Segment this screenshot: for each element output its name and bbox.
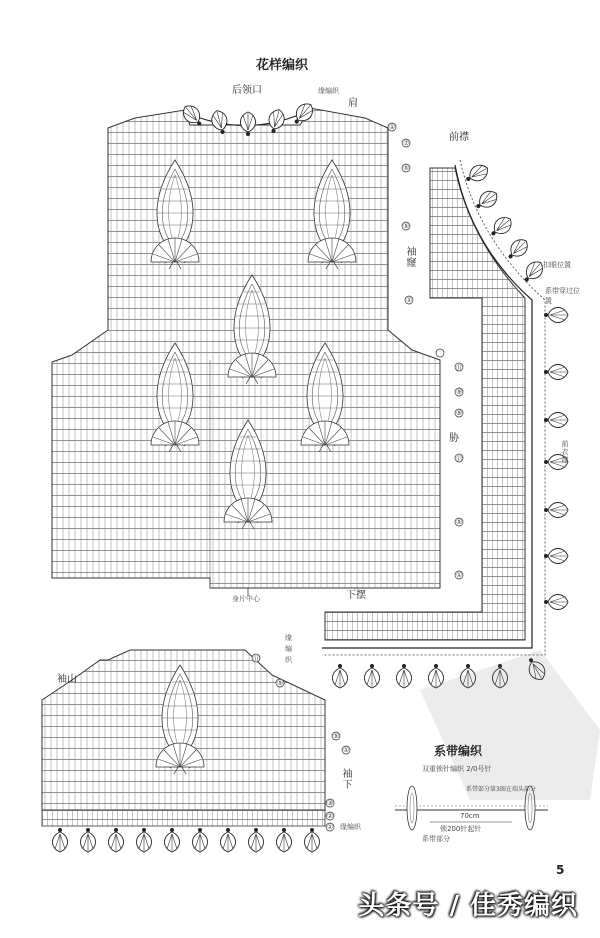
back-body-chart xyxy=(52,100,463,596)
side-label: 胁 xyxy=(449,433,459,444)
shoulder-label: 肩 xyxy=(348,98,358,109)
back-border-label: 缘编织 xyxy=(318,87,339,95)
sleeve-border-label: 缘编织 xyxy=(340,823,361,831)
sleeve-chart xyxy=(42,650,350,852)
watermark-footer xyxy=(0,868,600,938)
page-number: 5 xyxy=(556,863,565,877)
front-edge-mark: 织 xyxy=(285,656,292,664)
back-row-mark: ① xyxy=(456,571,463,579)
tie-title: 系带编织 xyxy=(434,744,483,758)
tie-note-bottom: 系带部分 xyxy=(422,835,450,843)
buttonhole-label: 扣眼位置 xyxy=(543,261,571,269)
back-row-mark: ⑨ xyxy=(456,388,463,396)
back-row-mark: ⑨ xyxy=(456,409,463,417)
diagram-title: 花样编织 xyxy=(256,58,309,73)
tie-note-mid: 锁200针起针 xyxy=(440,825,482,833)
back-row-mark: ⑤ xyxy=(456,518,463,526)
watermark-text: 头条号 / 佳秀编织 xyxy=(358,890,578,921)
back-row-mark: ⑦ xyxy=(403,139,410,147)
back-row-mark: ⑤ xyxy=(403,222,410,230)
front-edge-mark: 缘 xyxy=(285,634,292,642)
sleeve-row-mark: ① xyxy=(343,746,350,754)
back-row-mark: ① xyxy=(406,296,413,304)
back-neck-label: 后领口 xyxy=(232,85,262,96)
tie-length: 70cm xyxy=(460,812,480,820)
body-center-label: 身片中心 xyxy=(232,595,260,603)
front-edge-label: 前衣襟 xyxy=(561,440,569,464)
tie-subtitle: 双重锁针编织 2/0号针 xyxy=(422,765,492,773)
back-row-mark: ⑪ xyxy=(456,364,463,372)
front-label: 前襟 xyxy=(449,132,469,143)
back-row-mark: ① xyxy=(389,123,396,131)
sleeve-under-label: 袖下 xyxy=(340,768,351,790)
front-edge-mark: 编 xyxy=(285,645,292,653)
sleeve-row-mark: ⑪ xyxy=(253,655,260,663)
seal-watermark xyxy=(420,650,600,800)
sleeve-row-mark: ③ xyxy=(327,799,334,807)
tie-note-top: 系带部分第3圈在端头部分 xyxy=(466,786,536,793)
sleeve-row-mark: ② xyxy=(327,812,334,820)
sleeve-row-mark: ⑤ xyxy=(277,679,284,687)
hem-label: 下摆 xyxy=(346,590,366,601)
armhole-label: 袖窿 xyxy=(404,246,415,268)
sleeve-cap-label: 袖山 xyxy=(57,674,77,685)
sleeve-row-mark: ⑤ xyxy=(333,732,340,740)
back-row-mark: ⑬ xyxy=(456,455,463,463)
tie-position-label: 系带穿过位置 xyxy=(545,287,580,305)
back-row-mark: ⑤ xyxy=(403,164,410,172)
sleeve-row-mark: ① xyxy=(327,823,334,831)
